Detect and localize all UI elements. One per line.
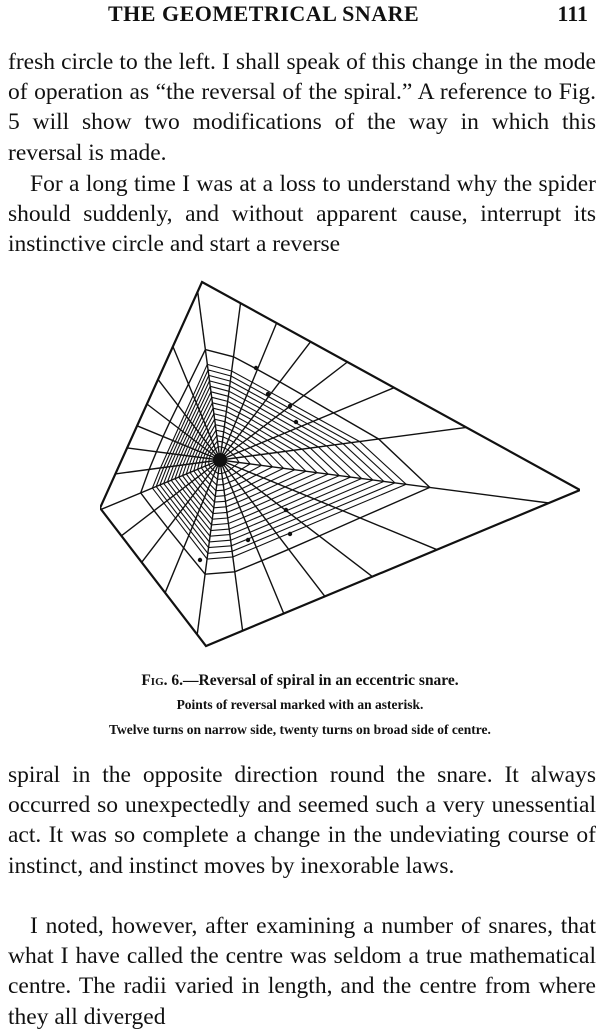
reversal-point-mark bbox=[246, 538, 250, 542]
reversal-point-mark bbox=[284, 508, 288, 512]
web-illustration bbox=[100, 274, 580, 658]
figure-label: Fig. 6. bbox=[141, 672, 184, 689]
page-number: 111 bbox=[557, 1, 588, 26]
paragraph: I noted, however, after examining a number of snares, that what I have called the centre was seldom a true mathematical centre. The radii varied in length, and the centre from where they all diverged bbox=[8, 913, 596, 1030]
figure-caption-line: Twelve turns on narrow side, twenty turns on broad side of centre. bbox=[109, 722, 491, 737]
reversal-point-mark bbox=[254, 366, 258, 370]
paragraph: spiral in the opposite direction round the snare. It always occurred so unexpectedly and seemed such a very unessential act. It was so complete a change in the undeviating course of instinct, and instinct moves by inexorable laws. bbox=[8, 762, 596, 879]
figure-caption-line: Points of reversal marked with an asterisk. bbox=[176, 697, 424, 712]
spider-web-figure bbox=[100, 274, 580, 658]
figure-caption-title bbox=[0, 672, 600, 690]
running-title: THE GEOMETRICAL SNARE bbox=[108, 1, 420, 26]
paragraph: fresh circle to the left. I shall speak of this change in the mode of operation as “the reversal of the spiral.” A reference to Fig. 5 will show two modifications of the way in which this reversal is made. bbox=[8, 49, 596, 166]
reversal-point-mark bbox=[198, 558, 202, 562]
page-header bbox=[8, 0, 594, 30]
figure-caption-text: —Reversal of spiral in an eccentric snare. bbox=[183, 672, 459, 689]
reversal-point-mark bbox=[288, 404, 292, 408]
web-frame bbox=[100, 282, 580, 646]
reversal-point-mark bbox=[288, 532, 292, 536]
reversal-point-mark bbox=[266, 392, 270, 396]
web-hub bbox=[213, 453, 227, 467]
web-spiral-turn bbox=[205, 441, 250, 479]
paragraph: For a long time I was at a loss to understand why the spider should suddenly, and without apparent cause, interrupt its instinctive circle and start a reverse bbox=[8, 171, 596, 258]
reversal-point-mark bbox=[294, 420, 298, 424]
